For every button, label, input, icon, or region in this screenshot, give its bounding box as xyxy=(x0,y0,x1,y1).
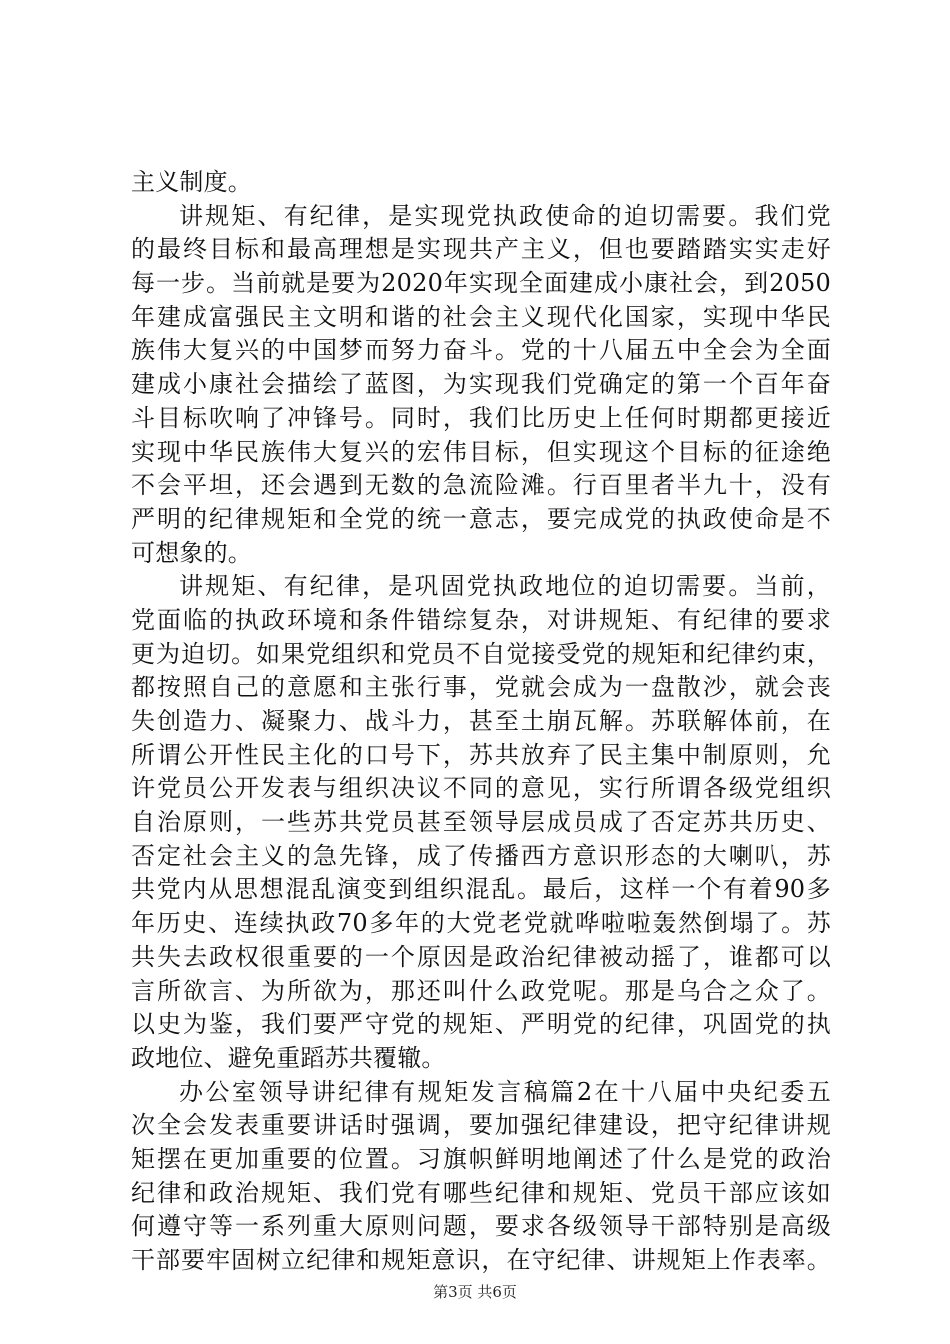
text-line: 何遵守等一系列重大原则问题，要求各级领导干部特别是高级 xyxy=(131,1212,831,1241)
text-line: 建成小康社会描绘了蓝图，为实现我们党确定的第一个百年奋 xyxy=(131,370,831,399)
text-line: 实现中华民族伟大复兴的宏伟目标，但实现这个目标的征途绝 xyxy=(131,437,831,466)
text-line: 每一步。当前就是要为2020年实现全面建成小康社会，到2050 xyxy=(131,269,831,298)
text-line: 自治原则，一些苏共党员甚至领导层成员成了否定苏共历史、 xyxy=(131,808,831,837)
text-line: 的最终目标和最高理想是实现共产主义，但也要踏踏实实走好 xyxy=(131,235,831,264)
text-line: 严明的纪律规矩和全党的统一意志，要完成党的执政使命是不 xyxy=(131,504,831,533)
text-line: 言所欲言、为所欲为，那还叫什么政党呢。那是乌合之众了。 xyxy=(131,976,831,1005)
text-line: 许党员公开发表与组织决议不同的意见，实行所谓各级党组织 xyxy=(131,774,831,803)
text-line: 以史为鉴，我们要严守党的规矩、严明党的纪律，巩固党的执 xyxy=(131,1010,831,1039)
text-line: 干部要牢固树立纪律和规矩意识，在守纪律、讲规矩上作表率。 xyxy=(131,1246,831,1274)
text-line: 族伟大复兴的中国梦而努力奋斗。党的十八届五中全会为全面 xyxy=(131,336,831,365)
text-line: 所谓公开性民主化的口号下，苏共放弃了民主集中制原则，允 xyxy=(131,740,831,769)
text-line: 次全会发表重要讲话时强调，要加强纪律建设，把守纪律讲规 xyxy=(131,1111,831,1140)
page-number-footer: 第3页 共6页 xyxy=(433,1283,517,1301)
text-line: 政地位、避免重蹈苏共覆辙。 xyxy=(131,1043,446,1072)
text-line: 年建成富强民主文明和谐的社会主义现代化国家，实现中华民 xyxy=(131,302,831,331)
text-line: 讲规矩、有纪律，是实现党执政使命的迫切需要。我们党 xyxy=(179,201,831,230)
text-line: 办公室领导讲纪律有规矩发言稿篇2在十八届中央纪委五 xyxy=(179,1077,831,1106)
text-line: 讲规矩、有纪律，是巩固党执政地位的迫切需要。当前， xyxy=(179,572,831,601)
text-line: 否定社会主义的急先锋，成了传播西方意识形态的大喇叭，苏 xyxy=(131,841,831,870)
text-line: 年历史、连续执政70多年的大党老党就哗啦啦轰然倒塌了。苏 xyxy=(131,909,831,938)
text-line: 失创造力、凝聚力、战斗力，甚至土崩瓦解。苏联解体前，在 xyxy=(131,707,831,735)
text-line: 矩摆在更加重要的位置。习旗帜鲜明地阐述了什么是党的政治 xyxy=(131,1144,831,1173)
text-line: 共失去政权很重要的一个原因是政治纪律被动摇了，谁都可以 xyxy=(131,942,831,971)
text-line: 可想象的。 xyxy=(131,538,252,567)
text-line: 纪律和政治规矩、我们党有哪些纪律和规矩、党员干部应该如 xyxy=(131,1178,831,1207)
document-body xyxy=(131,166,831,1278)
text-line: 都按照自己的意愿和主张行事，党就会成为一盘散沙，就会丧 xyxy=(131,673,831,702)
text-line: 不会平坦，还会遇到无数的急流险滩。行百里者半九十，没有 xyxy=(131,471,831,500)
text-line: 更为迫切。如果党组织和党员不自觉接受党的规矩和纪律约束， xyxy=(131,639,831,668)
text-line: 主义制度。 xyxy=(131,168,252,196)
text-line: 党面临的执政环境和条件错综复杂，对讲规矩、有纪律的要求 xyxy=(131,605,831,634)
text-line: 斗目标吹响了冲锋号。同时，我们比历史上任何时期都更接近 xyxy=(131,403,831,432)
text-line: 共党内从思想混乱演变到组织混乱。最后，这样一个有着90多 xyxy=(131,875,831,904)
